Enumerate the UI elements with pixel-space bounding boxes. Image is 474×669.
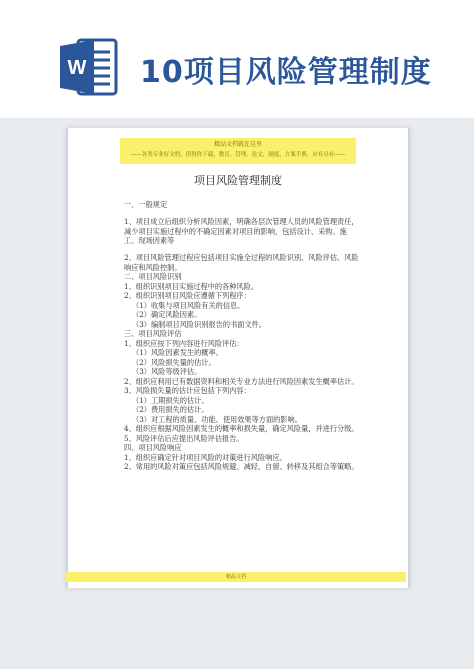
- paragraph: （1）收集与项目风险有关的信息。: [132, 300, 245, 310]
- paragraph: 2、常用的风险对策应包括风险规避、减轻、自留、转移及其组合等策略。: [124, 462, 359, 471]
- paragraph: 1、项目成立后组织分析风险因素，明确各层次管理人员的风险管理责任，减少项目实施过程中的不确定因素对项目的影响，包括设计、采购、施工、现场因素等: [124, 217, 359, 245]
- word-logo-letter: W: [67, 57, 87, 79]
- page-title: 10项目风险管理制度: [140, 55, 432, 90]
- paragraph: 三、项目风险评估: [124, 329, 182, 338]
- paragraph: 3、风险损失量的估计应包括下列内容：: [124, 386, 251, 395]
- banner-line-2: ——各类专业好文档，值得你下载，教育、管理、论文，制度，方案手册，应有尽有——: [130, 152, 346, 158]
- paragraph: （3）编制项目风险识别报告的书面文件。: [132, 319, 266, 329]
- paragraph: （1）风险因素发生的概率。: [132, 348, 223, 357]
- paragraph: 1、组织应确定针对项目风险的对策进行风险响应。: [124, 452, 287, 462]
- header: [0, 0, 474, 118]
- document-title: 项目风险管理制度: [194, 174, 282, 187]
- paragraph: 二、项目风险识别: [124, 272, 182, 281]
- paragraph-gap: [124, 210, 360, 218]
- paragraph: （2）费用损失的估计。: [132, 405, 209, 414]
- footer-banner: 精品文档: [66, 572, 406, 582]
- paragraph: （3）对工程的质量、功能、使用效果等方面的影响。: [132, 414, 302, 424]
- paragraph: 四、项目风险响应: [124, 443, 182, 452]
- paragraph: 2、组织识别项目风险应遵循下列程序：: [124, 291, 251, 300]
- document-body: [124, 200, 360, 472]
- document-page: [66, 128, 410, 588]
- banner-line-1: 精品文档就在这里: [213, 141, 262, 148]
- paragraph: 2、项目风险管理过程应包括项目实施全过程的风险识别、风险评估、风险响应和风险控制。: [124, 253, 359, 272]
- paragraph: （3）风险等级评估。: [132, 367, 202, 376]
- paragraph: 4、组织应根据风险因素发生的概率和损失量，确定风险量，并进行分级。: [124, 424, 359, 433]
- paragraph: 1、组织应按下列内容进行风险评估：: [124, 338, 244, 348]
- paragraph: 5、风险评估后应提出风险评估报告。: [124, 433, 244, 443]
- paragraph: （2）确定风险因素。: [132, 310, 202, 319]
- watermark-banner: [120, 138, 356, 164]
- paragraph-gap: [124, 246, 360, 254]
- paragraph: （2）风险损失量的估计。: [132, 357, 216, 367]
- paragraph: 2、组织应利用已有数据资料和相关专业方法进行风险因素发生概率估计。: [124, 376, 359, 386]
- word-document-icon: [58, 36, 120, 98]
- paragraph: 1、组织识别项目实施过程中的各种风险。: [124, 281, 258, 291]
- paragraph: （1）工期损失的估计。: [132, 395, 209, 405]
- paragraph: 一、一般规定: [124, 200, 168, 209]
